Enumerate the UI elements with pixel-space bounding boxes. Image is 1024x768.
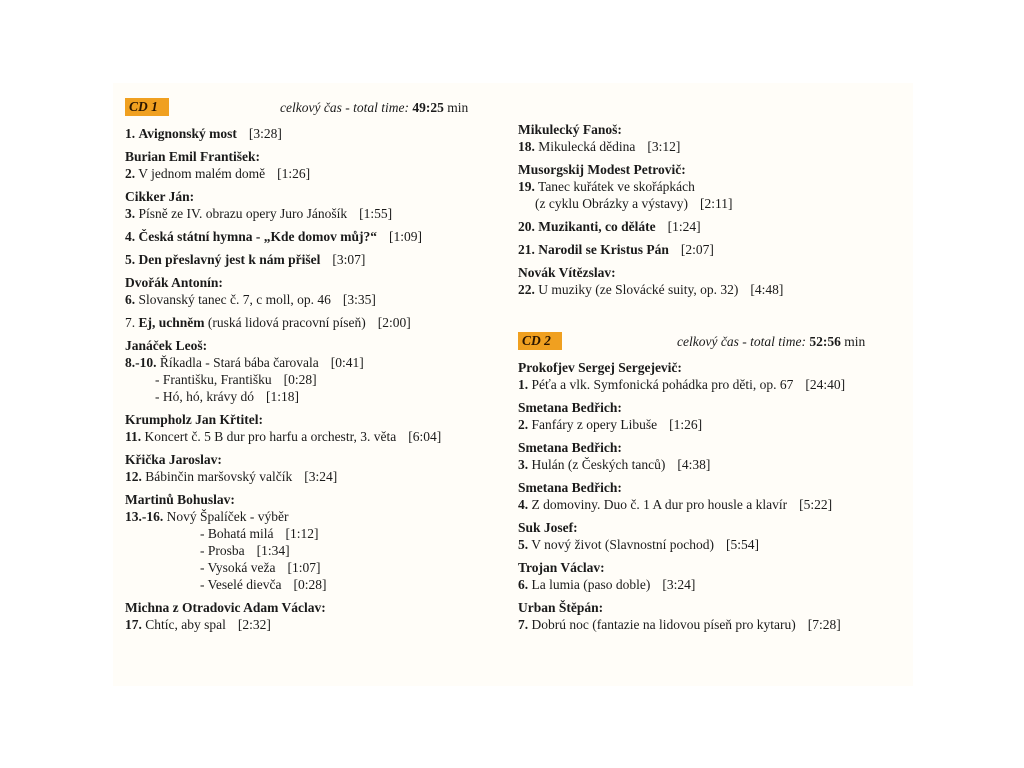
- track-12: 12. Bábinčin maršovský valčík [3:24]: [125, 469, 338, 484]
- cd2-badge: CD 2: [518, 332, 562, 350]
- composer: Suk Josef:: [518, 520, 578, 535]
- track-subitem: - Bohatá milá [1:12]: [200, 526, 319, 541]
- track-11: 11. Koncert č. 5 B dur pro harfu a orchestr, 3. věta [6:04]: [125, 429, 442, 444]
- track-13-16: 13.-16. Nový Špalíček - výběr: [125, 509, 289, 524]
- track-19: 19. Tanec kuřátek ve skořápkách: [518, 179, 695, 194]
- track-subitem: - Vysoká veža [1:07]: [200, 560, 321, 575]
- composer: Prokofjev Sergej Sergejevič:: [518, 360, 682, 375]
- composer: Krumpholz Jan Křtitel:: [125, 412, 263, 427]
- track-17: 17. Chtíc, aby spal [2:32]: [125, 617, 271, 632]
- composer: Dvořák Antonín:: [125, 275, 223, 290]
- track-7: 7. Ej, uchněm (ruská lidová pracovní píseň) [2:00]: [125, 315, 411, 330]
- composer: Smetana Bedřich:: [518, 480, 622, 495]
- cd2-header: [518, 332, 908, 352]
- composer: Smetana Bedřich:: [518, 400, 622, 415]
- cd1-badge: CD 1: [125, 98, 169, 116]
- track-subitem: - Prosba [1:34]: [200, 543, 290, 558]
- composer: Cikker Ján:: [125, 189, 195, 204]
- composer: Musorgskij Modest Petrovič:: [518, 162, 686, 177]
- track-8-10: 8.-10. Říkadla - Stará bába čarovala [0:41]: [125, 355, 364, 370]
- track-subitem: (z cyklu Obrázky a výstavy) [2:11]: [535, 196, 733, 211]
- composer: Smetana Bedřich:: [518, 440, 622, 455]
- cd1-total-time: celkový čas - total time: 49:25 min: [280, 100, 469, 115]
- composer: Martinů Bohuslav:: [125, 492, 235, 507]
- track-6: 6. Slovanský tanec č. 7, c moll, op. 46 [3:35]: [125, 292, 376, 307]
- track-22: 22. U muziky (ze Slovácké suity, op. 32) [4:48]: [518, 282, 784, 297]
- track-20: 20. Muzikanti, co děláte [1:24]: [518, 219, 701, 234]
- cd2-track-1: 1. Péťa a vlk. Symfonická pohádka pro děti, op. 67 [24:40]: [518, 377, 846, 392]
- composer: Trojan Václav:: [518, 560, 605, 575]
- cd2-track-2: 2. Fanfáry z opery Libuše [1:26]: [518, 417, 703, 432]
- cd2-track-6: 6. La lumia (paso doble) [3:24]: [518, 577, 696, 592]
- composer: Burian Emil František:: [125, 149, 261, 164]
- composer: Michna z Otradovic Adam Václav:: [125, 600, 326, 615]
- cd1-header: [125, 98, 505, 118]
- track-subitem: - Veselé dievča [0:28]: [200, 577, 327, 592]
- cd1-continued-column: [518, 121, 908, 633]
- cd2-track-3: 3. Hulán (z Českých tanců) [4:38]: [518, 457, 711, 472]
- track-21: 21. Narodil se Kristus Pán [2:07]: [518, 242, 714, 257]
- composer: Mikulecký Fanoš:: [518, 122, 622, 137]
- composer: Urban Štěpán:: [518, 600, 604, 615]
- composer: Novák Vítězslav:: [518, 265, 616, 280]
- cd2-track-7: 7. Dobrú noc (fantazie na lidovou píseň pro kytaru) [7:28]: [518, 617, 841, 632]
- cd2-track-5: 5. V nový život (Slavnostní pochod) [5:54]: [518, 537, 760, 552]
- track-subitem: - Hó, hó, krávy dó [1:18]: [155, 389, 299, 404]
- track-5: 5. Den přeslavný jest k nám přišel [3:07]: [125, 252, 366, 267]
- cd2-track-4: 4. Z domoviny. Duo č. 1 A dur pro housle a klavír [5:22]: [518, 497, 833, 512]
- track-3: 3. Písně ze IV. obrazu opery Juro Jánošík [1:55]: [125, 206, 393, 221]
- track-18: 18. Mikulecká dědina [3:12]: [518, 139, 681, 154]
- track-2: 2. V jednom malém domě [1:26]: [125, 166, 311, 181]
- track-1: 1. Avignonský most [3:28]: [125, 126, 282, 141]
- track-4: 4. Česká státní hymna - „Kde domov můj?“ [1:09]: [125, 229, 423, 244]
- cd2-total-time: celkový čas - total time: 52:56 min: [677, 334, 866, 349]
- composer: Janáček Leoš:: [125, 338, 208, 353]
- track-subitem: - Františku, Františku [0:28]: [155, 372, 317, 387]
- cd1-column: [125, 98, 505, 633]
- composer: Křička Jaroslav:: [125, 452, 222, 467]
